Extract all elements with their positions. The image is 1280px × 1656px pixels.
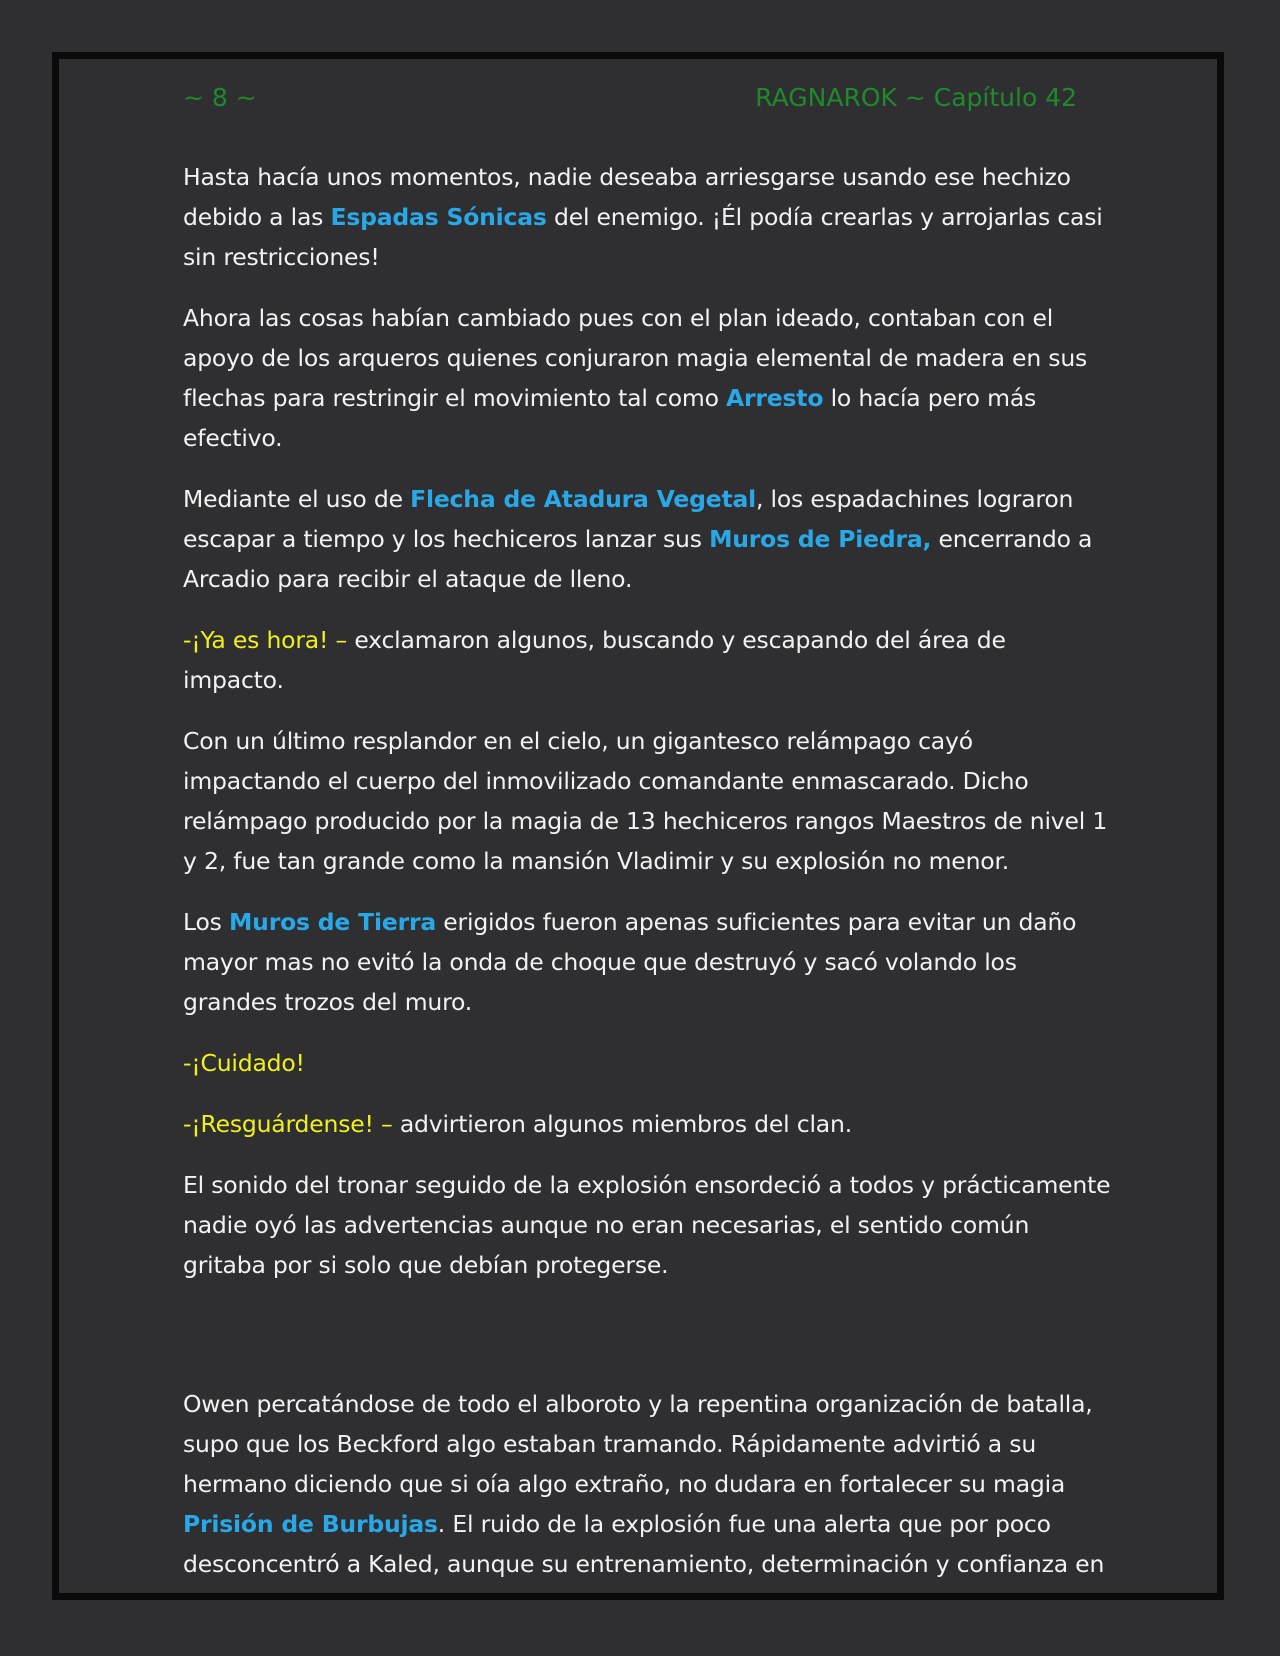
paragraph bbox=[183, 298, 1113, 458]
running-title: RAGNAROK ~ Capítulo 42 bbox=[755, 83, 1077, 112]
narrative-text: , los espadachines lograron escapar a tiempo y los hechiceros lanzar sus bbox=[183, 485, 1074, 553]
spell-name: Flecha de Atadura Vegetal bbox=[410, 485, 757, 513]
spell-name: Prisión de Burbujas bbox=[183, 1510, 438, 1538]
narrative-text: erigidos fueron apenas suficientes para evitar un daño mayor mas no evitó la onda de choque que destruyó y sacó volando los grandes trozos del muro. bbox=[183, 908, 1077, 1016]
paragraph bbox=[183, 157, 1113, 277]
spell-name: Espadas Sónicas bbox=[330, 203, 547, 231]
narrative-text: El sonido del tronar seguido de la explosión ensordeció a todos y prácticamente nadie oyó las advertencias aunque no eran necesarias, el sentido común gritaba por si solo que debían protegerse. bbox=[183, 1171, 1111, 1279]
paragraph bbox=[183, 721, 1113, 881]
narrative-text: encerrando a Arcadio para recibir el ataque de lleno. bbox=[183, 525, 1093, 593]
paragraph bbox=[183, 1043, 1113, 1083]
spell-name: Muros de Tierra bbox=[228, 908, 437, 936]
paragraph bbox=[183, 902, 1113, 1022]
paragraph bbox=[183, 1104, 1113, 1144]
spell-name: Muros de Piedra, bbox=[709, 525, 932, 553]
spell-name: Arresto bbox=[726, 384, 824, 412]
paragraph bbox=[183, 620, 1113, 700]
narrative-text: Hasta hacía unos momentos, nadie deseaba arriesgarse usando ese hechizo debido a las bbox=[183, 163, 1071, 231]
page-header bbox=[183, 83, 1077, 123]
narrative-text: Owen percatándose de todo el alboroto y la repentina organización de batalla, supo que los Beckford algo estaban tramando. Rápidamente advirtió a su hermano diciendo que si oía algo extraño, no dudara en fortalecer su magia bbox=[183, 1390, 1093, 1498]
dialogue-line: -¡Ya es hora! – bbox=[183, 626, 348, 654]
narrative-text: del enemigo. ¡Él podía crearlas y arrojarlas casi sin restricciones! bbox=[183, 203, 1103, 271]
paragraph bbox=[183, 1384, 1113, 1584]
narrative-text: lo hacía pero más efectivo. bbox=[183, 384, 1037, 452]
narrative-text: exclamaron algunos, buscando y escapando del área de impacto. bbox=[183, 626, 1006, 694]
paragraph bbox=[183, 479, 1113, 599]
narrative-text: Con un último resplandor en el cielo, un gigantesco relámpago cayó impactando el cuerpo del inmovilizado comandante enmascarado. Dicho relámpago producido por la magia de 13 hechiceros rangos Maestros de nivel 1 y 2, fue tan grande como la mansión Vladimir y su explosión no menor. bbox=[183, 727, 1108, 875]
body-text bbox=[183, 157, 1113, 1605]
narrative-text: . El ruido de la explosión fue una alerta que por poco desconcentró a Kaled, aunque su entrenamiento, determinación y confianza en bbox=[183, 1510, 1105, 1578]
narrative-text: Mediante el uso de bbox=[183, 485, 411, 513]
narrative-text: Los bbox=[183, 908, 229, 936]
document-page bbox=[52, 52, 1224, 1600]
dialogue-line: -¡Resguárdense! – bbox=[183, 1110, 393, 1138]
narrative-text: advirtieron algunos miembros del clan. bbox=[392, 1110, 852, 1138]
dialogue-line: -¡Cuidado! bbox=[183, 1049, 305, 1077]
page-number: ~ 8 ~ bbox=[183, 83, 257, 112]
paragraph bbox=[183, 1165, 1113, 1285]
narrative-text: Ahora las cosas habían cambiado pues con el plan ideado, contaban con el apoyo de los arqueros quienes conjuraron magia elemental de madera en sus flechas para restringir el movimiento tal como bbox=[183, 304, 1088, 412]
